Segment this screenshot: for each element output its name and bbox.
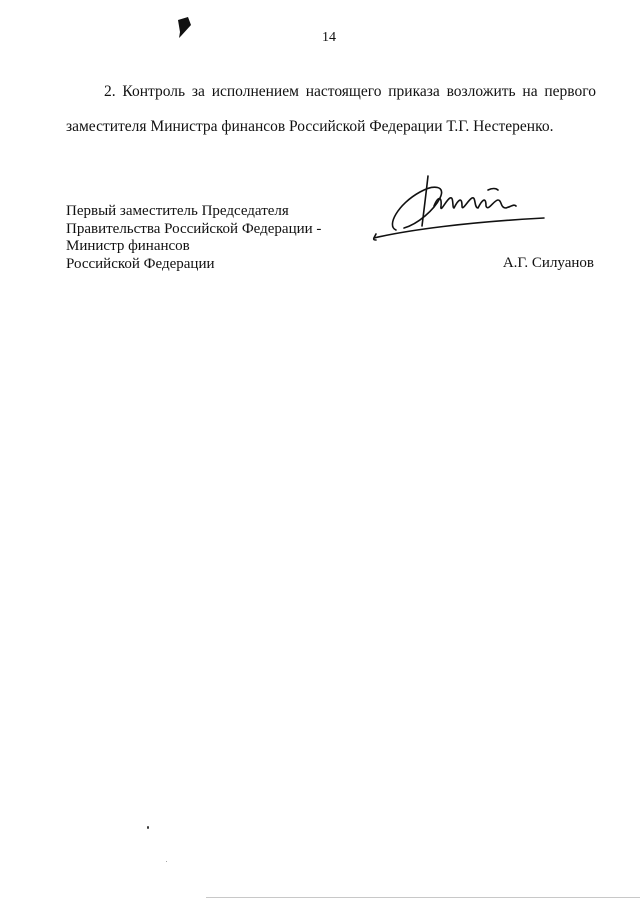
signer-position-line: Первый заместитель Председателя [66, 203, 289, 219]
scan-edge-line [206, 897, 640, 898]
scan-speck [166, 861, 167, 862]
handwritten-signature [368, 170, 552, 244]
signer-position-line: Российской Федерации [66, 255, 215, 272]
page-number: 14 [322, 30, 336, 45]
signer-position-line: Министр финансов [66, 238, 190, 254]
order-paragraph: 2. Контроль за исполнением настоящего приказа возложить на первого заместителя Министра финансов Российской Федерации Т.Г. Нестеренко. [66, 83, 596, 135]
signer-position [66, 203, 321, 273]
signer-position-line: Правительства Российской Федерации - [66, 220, 322, 237]
signer-name: А.Г. Силуанов [502, 255, 594, 271]
pen-mark-icon [174, 14, 196, 40]
scan-speck [147, 826, 149, 829]
